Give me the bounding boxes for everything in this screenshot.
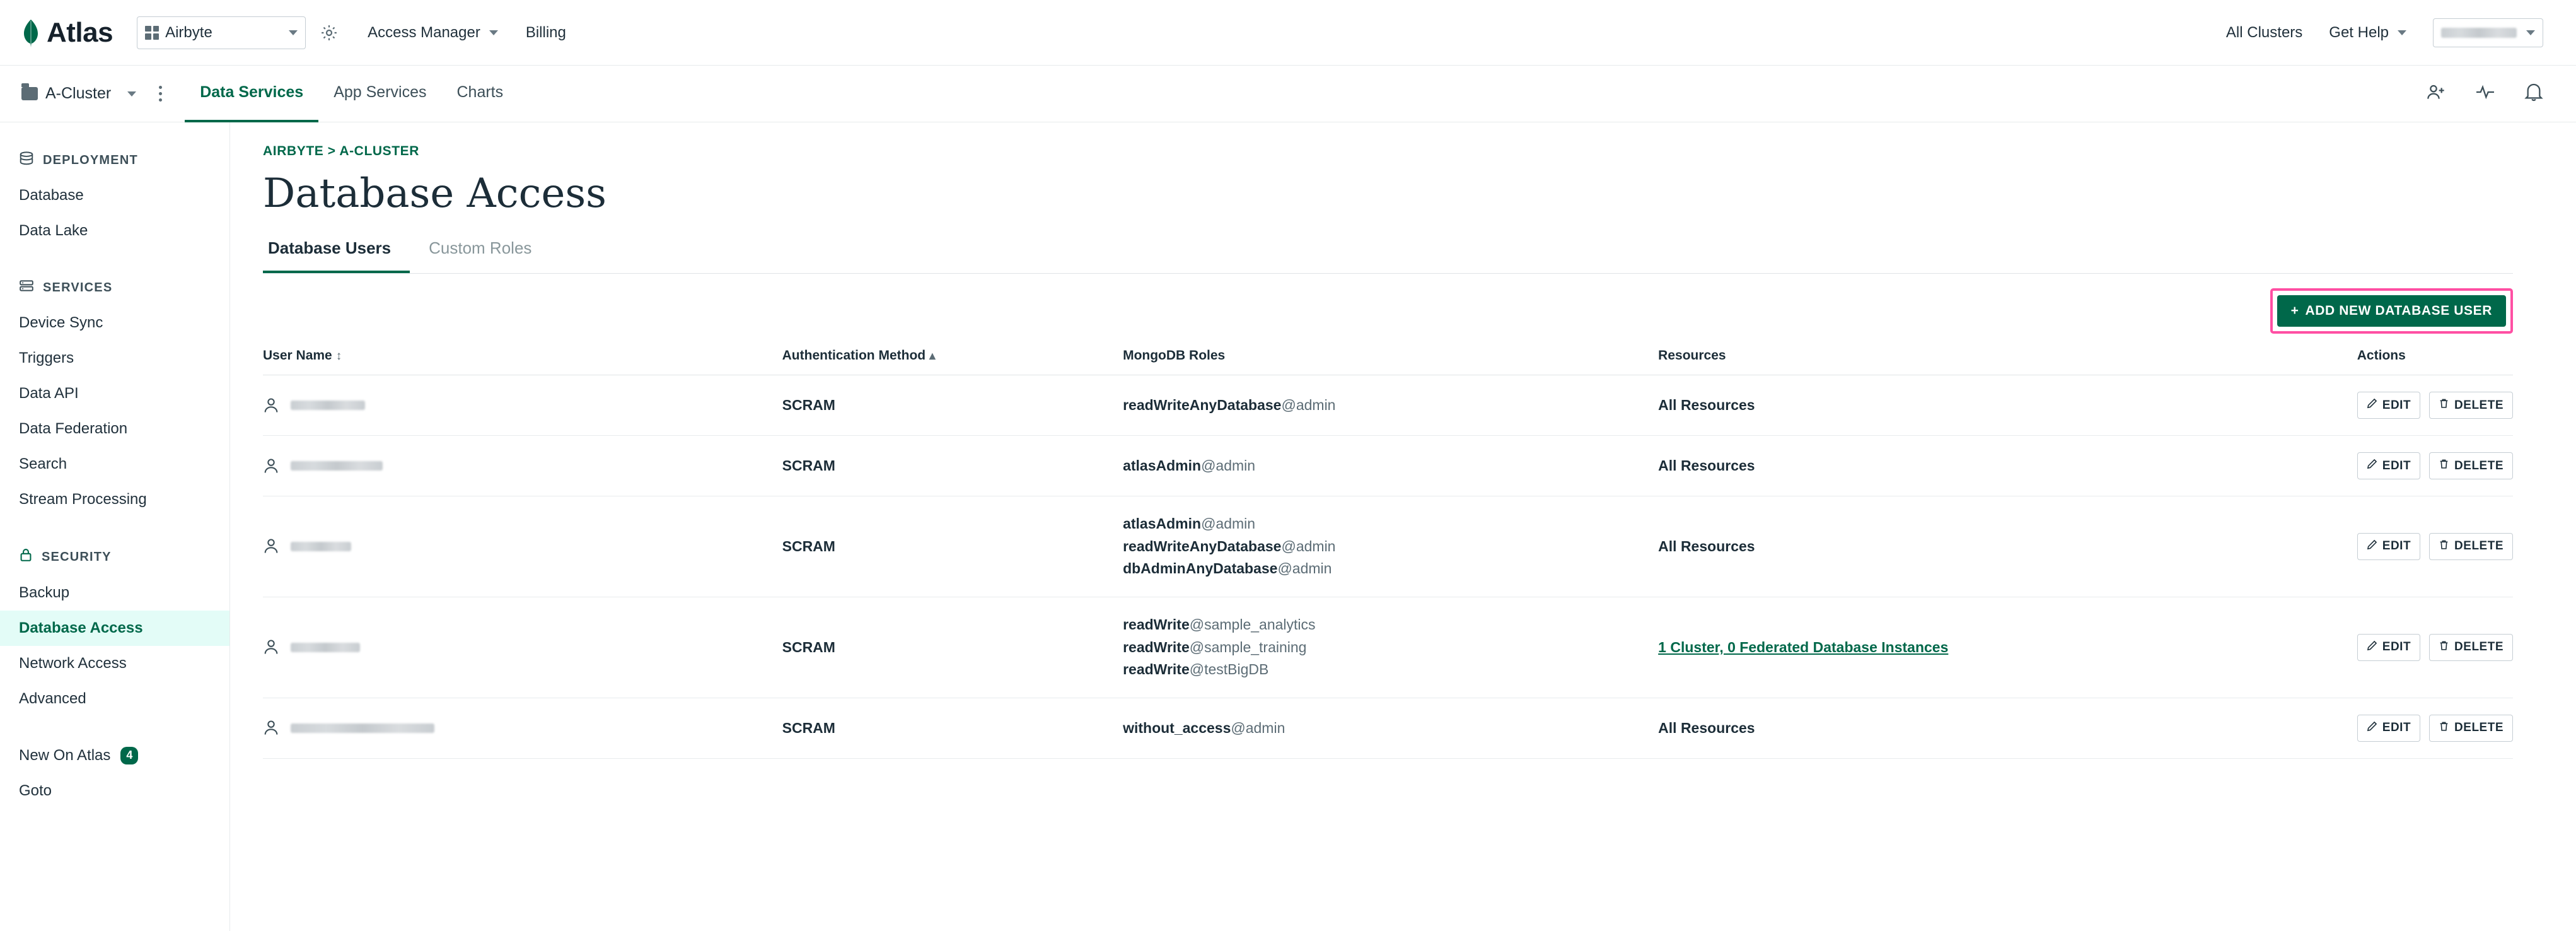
cell-resources [1658,436,2357,496]
row-actions [2357,715,2513,742]
role-name: readWrite [1123,661,1190,678]
column-authentication-method-label: Authentication Method [782,348,926,363]
sidebar-item-database[interactable] [0,178,229,213]
cell-authentication-method [782,597,1123,698]
sidebar-item-backup-label: Backup [19,584,70,601]
authentication-method-value: SCRAM [782,537,835,554]
table-row [263,436,2513,496]
cell-mongodb-roles [1123,496,1658,597]
authentication-method-value: SCRAM [782,457,835,474]
table-row [263,375,2513,436]
new-on-atlas-badge: 4 [120,747,138,764]
edit-button[interactable] [2357,533,2420,560]
table-body [263,375,2513,759]
edit-button-label: EDIT [2382,640,2411,654]
sort-icon: ▴ [929,349,936,363]
cluster-tabs [185,66,518,122]
sidebar-item-data-lake[interactable] [0,213,229,249]
redacted-user-name [291,461,383,471]
row-actions [2357,634,2513,661]
chevron-down-icon [289,30,298,35]
pencil-icon [2367,721,2377,735]
cell-user-name [263,375,782,436]
cell-resources [1658,597,2357,698]
row-actions [2357,392,2513,419]
edit-button-label: EDIT [2382,398,2411,412]
authentication-method-value: SCRAM [782,397,835,413]
tab-database-users-label: Database Users [268,238,392,257]
role-entry: readWrite@sample_training [1123,638,1307,655]
role-name: readWriteAnyDatabase [1123,396,1282,413]
nav-billing[interactable] [526,24,566,42]
column-user-name[interactable] [263,348,782,375]
user-name-value [263,457,782,475]
cell-mongodb-roles [1123,698,1658,758]
cluster-name-label: A-Cluster [45,85,112,102]
table-row [263,597,2513,698]
authentication-method-value: SCRAM [782,719,835,736]
sidebar-item-stream-processing[interactable] [0,482,229,517]
nav-get-help-label: Get Help [2329,23,2389,41]
top-navigation-bar [0,0,2576,66]
role-entry: readWriteAnyDatabase@admin [1123,537,1336,554]
tab-app-services[interactable] [318,66,441,122]
user-name-value [263,638,782,656]
table-action-row [263,274,2513,348]
breadcrumb[interactable]: AIRBYTE > A-CLUSTER [263,144,420,158]
cell-resources [1658,496,2357,597]
role-entry: readWriteAnyDatabase@admin [1123,396,1336,413]
sidebar-section-services-label: SERVICES [43,280,113,295]
redacted-user-name [291,401,365,410]
edit-button-label: EDIT [2382,539,2411,553]
table-header [263,348,2513,375]
nav-billing-label: Billing [525,23,566,41]
sidebar-item-goto[interactable] [0,773,229,809]
sidebar-section-security-label: SECURITY [42,549,112,564]
table-row [263,496,2513,597]
sidebar-item-data-api[interactable] [0,376,229,411]
cluster-context-bar [0,66,2576,122]
sidebar-item-advanced[interactable] [0,681,229,717]
edit-button[interactable] [2357,392,2420,419]
tab-app-services-label: App Services [334,83,427,101]
cell-authentication-method [782,496,1123,597]
tab-database-users[interactable] [263,238,410,273]
role-name: readWrite [1123,616,1190,633]
cell-actions [2357,375,2513,436]
folder-icon [21,87,38,100]
sidebar-section-services [0,270,229,305]
database-users-table [263,348,2513,759]
cell-actions [2357,496,2513,597]
sidebar-item-stream-processing-label: Stream Processing [19,491,147,508]
role-entry: dbAdminAnyDatabase@admin [1123,560,1332,577]
cell-actions [2357,597,2513,698]
delete-button[interactable] [2429,634,2513,661]
cell-mongodb-roles [1123,597,1658,698]
sidebar-item-advanced-label: Advanced [19,690,86,707]
resources-value[interactable]: 1 Cluster, 0 Federated Database Instances [1658,638,1949,655]
atlas-logo[interactable] [21,17,113,49]
cluster-selector[interactable] [21,85,136,103]
delete-button-label: DELETE [2454,459,2503,472]
page-body [0,122,2576,931]
sidebar-item-goto-label: Goto [19,782,52,799]
column-mongodb-roles-label: MongoDB Roles [1123,348,1226,363]
sidebar-spacer [0,249,229,270]
trash-icon [2439,539,2449,554]
nav-access-manager[interactable] [368,24,498,42]
cell-resources [1658,375,2357,436]
column-user-name-label: User Name [263,348,332,363]
role-name: atlasAdmin [1123,457,1202,474]
lock-icon [19,547,33,566]
sidebar-item-data-federation[interactable] [0,411,229,447]
sidebar-item-new-on-atlas[interactable] [0,738,229,773]
column-authentication-method[interactable] [782,348,1123,375]
delete-button-label: DELETE [2454,539,2503,553]
user-menu[interactable] [2433,18,2543,47]
cluster-bar-actions [2426,82,2543,105]
deployment-icon [19,151,34,169]
activity-feed-icon[interactable] [2475,83,2495,105]
column-resources [1658,348,2357,375]
project-selector[interactable] [137,16,306,49]
cell-authentication-method [782,436,1123,496]
pencil-icon [2367,640,2377,655]
sidebar [0,122,230,931]
role-entry: readWrite@testBigDB [1123,661,1269,678]
grid-icon [145,26,159,40]
invite-user-icon[interactable] [2426,83,2446,105]
sidebar-item-triggers[interactable] [0,341,229,376]
redacted-user-name [291,643,360,652]
content-tabs [263,238,2513,274]
user-name-redacted [2441,28,2517,38]
role-entry: atlasAdmin@admin [1123,457,1256,474]
page-title: Database Access [263,170,606,217]
row-actions [2357,533,2513,560]
mongodb-leaf-icon [21,20,40,46]
column-resources-label: Resources [1658,348,1726,363]
resources-value: All Resources [1658,397,1755,413]
kebab-menu-icon[interactable] [159,86,162,102]
role-entry: atlasAdmin@admin [1123,515,1256,532]
delete-button-label: DELETE [2454,640,2503,654]
resources-value: All Resources [1658,457,1755,474]
tab-custom-roles[interactable] [410,238,550,273]
role-name: readWrite [1123,638,1190,655]
sort-icon: ↕ [335,349,342,363]
tab-custom-roles-label: Custom Roles [429,238,532,257]
sidebar-item-device-sync-label: Device Sync [19,314,103,331]
sidebar-section-security [0,539,229,575]
cell-mongodb-roles [1123,375,1658,436]
delete-button[interactable] [2429,715,2513,742]
add-new-database-user-button[interactable] [2277,295,2506,327]
delete-button[interactable] [2429,533,2513,560]
atlas-logo-text: Atlas [47,16,113,48]
nav-get-help[interactable] [2329,24,2406,42]
sidebar-spacer [0,517,229,539]
role-entry: readWrite@sample_analytics [1123,616,1316,633]
plus-icon: + [2290,303,2299,318]
add-user-highlight [2270,288,2513,334]
sidebar-item-network-access[interactable] [0,646,229,681]
edit-button[interactable] [2357,452,2420,479]
edit-button[interactable] [2357,715,2420,742]
user-name-value [263,537,782,555]
role-name: readWriteAnyDatabase [1123,537,1282,554]
trash-icon [2439,640,2449,655]
role-entry: without_access@admin [1123,719,1285,736]
table-header-row [263,348,2513,375]
main-content [230,122,2576,931]
sidebar-item-backup[interactable] [0,575,229,611]
column-actions-label: Actions [2357,348,2406,363]
trash-icon [2439,459,2449,473]
sidebar-section-deployment [0,143,229,178]
sidebar-item-data-lake-label: Data Lake [19,222,88,239]
edit-button-label: EDIT [2382,459,2411,472]
sidebar-item-search[interactable] [0,447,229,482]
cell-user-name [263,436,782,496]
sidebar-item-database-access-label: Database Access [19,619,143,636]
pencil-icon [2367,539,2377,554]
table-row [263,698,2513,758]
role-name: dbAdminAnyDatabase [1123,560,1278,577]
tab-charts[interactable] [442,66,519,122]
tab-charts-label: Charts [456,83,504,101]
delete-button-label: DELETE [2454,721,2503,735]
nav-access-manager-label: Access Manager [368,23,480,41]
tab-data-services[interactable] [185,66,318,122]
user-name-value [263,719,782,737]
project-name: Airbyte [165,23,212,41]
cell-user-name [263,496,782,597]
cell-user-name [263,698,782,758]
sidebar-item-database-label: Database [19,187,84,204]
column-actions [2357,348,2513,375]
cell-actions [2357,698,2513,758]
delete-button[interactable] [2429,392,2513,419]
sidebar-item-data-api-label: Data API [19,385,79,402]
edit-button[interactable] [2357,634,2420,661]
redacted-user-name [291,542,351,551]
authentication-method-value: SCRAM [782,638,835,655]
chevron-down-icon [2526,30,2535,35]
cell-authentication-method [782,698,1123,758]
sidebar-item-triggers-label: Triggers [19,349,74,366]
delete-button[interactable] [2429,452,2513,479]
sidebar-item-search-label: Search [19,455,67,472]
edit-button-label: EDIT [2382,721,2411,735]
gear-icon[interactable] [318,22,340,44]
delete-button-label: DELETE [2454,398,2503,412]
chevron-down-icon [489,30,498,35]
bell-icon[interactable] [2524,82,2543,105]
user-name-value [263,397,782,414]
chevron-down-icon [2398,30,2406,35]
tab-data-services-label: Data Services [200,83,304,101]
sidebar-item-new-on-atlas-label: New On Atlas [19,747,111,764]
sidebar-spacer [0,717,229,738]
nav-all-clusters[interactable] [2226,24,2302,42]
cell-mongodb-roles [1123,436,1658,496]
resources-value: All Resources [1658,719,1755,736]
column-mongodb-roles [1123,348,1658,375]
role-name: without_access [1123,719,1231,736]
sidebar-item-database-access[interactable] [0,611,229,646]
add-new-database-user-label: ADD NEW DATABASE USER [2305,303,2492,318]
trash-icon [2439,398,2449,413]
role-name: atlasAdmin [1123,515,1202,532]
resources-value: All Resources [1658,537,1755,554]
cell-authentication-method [782,375,1123,436]
cell-actions [2357,436,2513,496]
nav-all-clusters-label: All Clusters [2225,23,2303,41]
top-nav-right-group [2226,18,2543,47]
pencil-icon [2367,398,2377,413]
cell-resources [1658,698,2357,758]
row-actions [2357,452,2513,479]
redacted-user-name [291,723,434,733]
pencil-icon [2367,459,2377,473]
sidebar-item-data-federation-label: Data Federation [19,420,128,437]
sidebar-item-device-sync[interactable] [0,305,229,341]
services-icon [19,279,34,296]
sidebar-section-deployment-label: DEPLOYMENT [43,153,138,167]
trash-icon [2439,721,2449,735]
sidebar-item-network-access-label: Network Access [19,655,127,672]
chevron-down-icon [127,91,136,97]
cell-user-name [263,597,782,698]
